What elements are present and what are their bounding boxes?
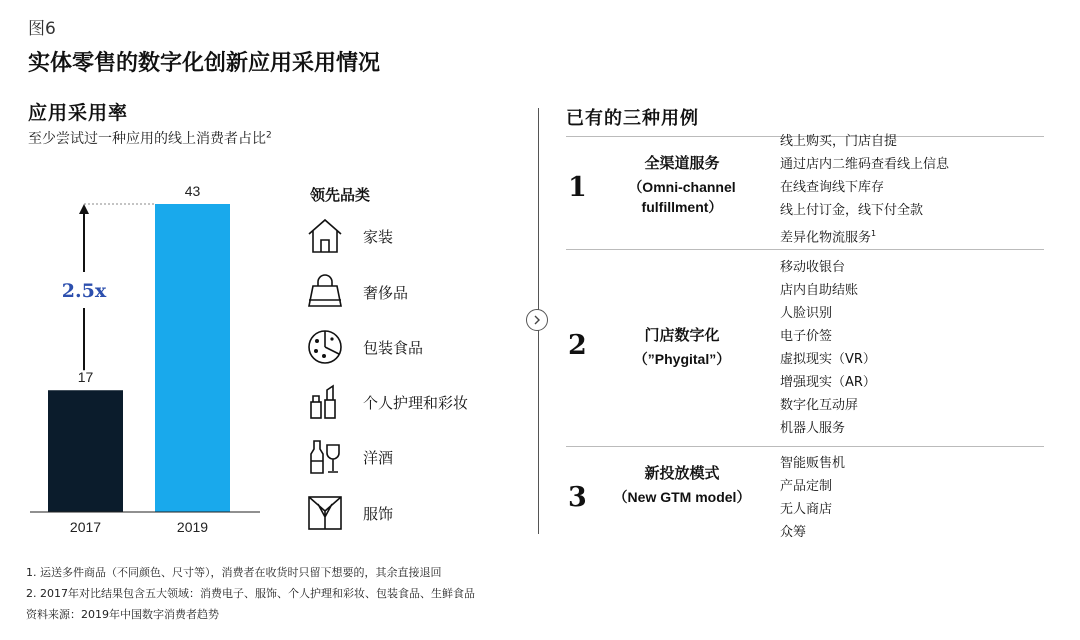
- use-case-name-cn: 新投放模式: [644, 464, 720, 482]
- use-case-items: [780, 130, 949, 249]
- category-item-packaged-food: [305, 327, 525, 367]
- chevron-right-icon: [532, 315, 542, 325]
- list-item: [780, 222, 949, 249]
- category-label: 奢侈品: [363, 284, 409, 302]
- value-label-2019: 43: [184, 183, 201, 199]
- chart-subtitle-text: 至少尝试过一种应用的线上消费者占比: [28, 131, 266, 147]
- category-label: 家装: [363, 228, 394, 246]
- use-case-name-en: （Omni-channel fulfillment）: [628, 179, 736, 215]
- use-case-name: [612, 324, 752, 369]
- list-item: 移动收银台: [780, 260, 846, 275]
- category-label: 洋酒: [363, 449, 394, 467]
- chart-title: 应用采用率: [28, 102, 129, 124]
- use-case-items: [780, 452, 845, 544]
- list-item: 机器人服务: [780, 421, 846, 436]
- x-tick-label-2017: 2017: [69, 519, 102, 535]
- category-label: 包装食品: [363, 339, 424, 357]
- footnote-1: 1. 运送多件商品（不同颜色、尺寸等），消费者在收货时只留下想要的，其余直接退回: [26, 566, 442, 579]
- category-item-apparel: [305, 493, 525, 533]
- category-label: 服饰: [363, 505, 394, 523]
- list-item: 线上付订金，线下付全款: [780, 203, 924, 218]
- use-case-name: [612, 152, 752, 217]
- footnote-ref: 1: [871, 229, 877, 238]
- list-item: 在线查询线下库存: [780, 180, 885, 195]
- category-item-luxury: [305, 272, 525, 312]
- use-case-name-cn: 门店数字化: [644, 326, 720, 344]
- bar-2017: [48, 390, 123, 512]
- figure-label: 图6: [28, 19, 56, 39]
- category-item-personal-care: [305, 382, 525, 422]
- pizza-icon: [305, 327, 345, 367]
- list-item: 智能贩售机: [780, 456, 846, 471]
- use-case-number: 3: [568, 482, 587, 513]
- use-case-items: [780, 256, 876, 440]
- bar-chart: [20, 160, 280, 545]
- list-item: 产品定制: [780, 479, 833, 494]
- list-item-text: 差异化物流服务: [780, 230, 872, 246]
- use-case-number: 1: [568, 172, 587, 203]
- house-icon: [305, 216, 345, 256]
- chart-subtitle: [28, 128, 272, 148]
- use-case-separator: [566, 249, 1044, 250]
- list-item: 线上购买，门店自提: [780, 134, 898, 149]
- use-case-separator: [566, 446, 1044, 447]
- divider-chevron: [526, 309, 548, 331]
- use-cases-title: 已有的三种用例: [566, 108, 699, 129]
- bar-2019: [155, 204, 230, 512]
- page-title: 实体零售的数字化创新应用采用情况: [28, 50, 381, 76]
- list-item: 通过店内二维码查看线上信息: [780, 157, 950, 172]
- value-label-2017: 17: [77, 369, 94, 386]
- list-item: 无人商店: [780, 502, 833, 517]
- category-item-home: [305, 216, 525, 256]
- category-label: 个人护理和彩妆: [363, 394, 469, 412]
- use-case-name-en: （New GTM model）: [613, 489, 751, 505]
- list-item: 数字化互动屏: [780, 398, 859, 413]
- list-item: 人脸识别: [780, 306, 833, 321]
- bars-layer: [30, 204, 260, 512]
- list-item: 店内自助结账: [780, 283, 859, 298]
- categories-title: 领先品类: [310, 186, 371, 204]
- category-item-liquor: [305, 437, 525, 477]
- use-case-name: [612, 462, 752, 507]
- cosmetics-icon: [305, 382, 345, 422]
- list-item: 增强现实（AR）: [780, 375, 876, 390]
- list-item: 众筹: [780, 525, 807, 540]
- list-item: 虚拟现实（VR）: [780, 352, 876, 367]
- growth-multiplier-label: 2.5x: [61, 280, 107, 302]
- chart-subtitle-footnote-ref: 2: [266, 130, 272, 141]
- shirt-icon: [305, 493, 345, 533]
- footnotes: [26, 562, 475, 625]
- source-note: 资料来源：2019年中国数字消费者趋势: [26, 608, 219, 621]
- use-case-name-cn: 全渠道服务: [644, 154, 720, 172]
- wine-icon: [305, 437, 345, 477]
- use-case-number: 2: [568, 330, 587, 361]
- list-item: 电子价签: [780, 329, 833, 344]
- handbag-icon: [305, 272, 345, 312]
- x-tick-label-2019: 2019: [176, 519, 209, 535]
- arrow-head-icon: [79, 204, 89, 214]
- footnote-2: 2. 2017年对比结果包含五大领域：消费电子、服饰、个人护理和彩妆、包装食品、生鲜食品: [26, 587, 475, 600]
- use-case-name-en: （”Phygital”）: [633, 351, 731, 367]
